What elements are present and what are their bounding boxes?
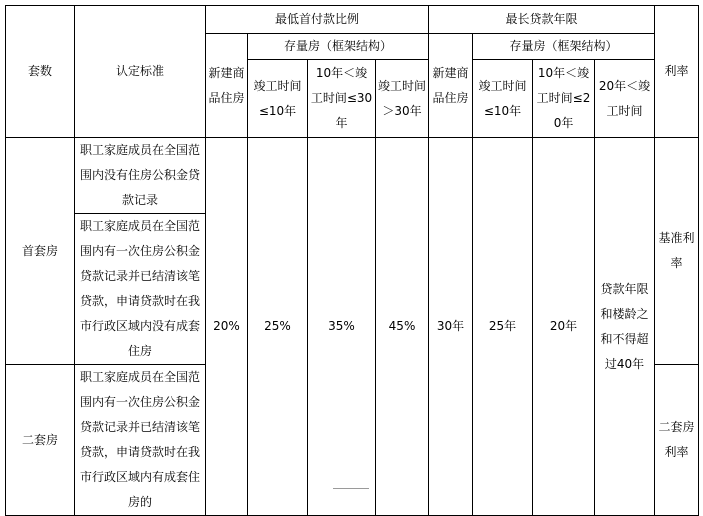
tier-second-home: 二套房 xyxy=(6,365,75,516)
header-max-term: 最长贷款年限 xyxy=(429,6,655,34)
criteria-second-home: 职工家庭成员在全国范围内有一次住房公积金贷款记录并已结清该笔贷款，申请贷款时在我市行政区域内有成套住房的 xyxy=(75,365,206,516)
page-cut-mark xyxy=(333,488,369,494)
term-age-le-10-value: 25年 xyxy=(473,138,533,516)
header-term-age-gt-20: 20年＜竣工时间 xyxy=(595,60,655,138)
rate-second-home: 二套房利率 xyxy=(655,365,699,516)
header-down-new-home: 新建商品住房 xyxy=(206,34,248,138)
header-min-down-payment: 最低首付款比例 xyxy=(206,6,429,34)
criteria-first-home-no-record: 职工家庭成员在全国范围内没有住房公积金贷款记录 xyxy=(75,138,206,214)
term-new-home-value: 30年 xyxy=(429,138,473,516)
housing-loan-table xyxy=(5,5,699,516)
header-down-age-le-10: 竣工时间≤10年 xyxy=(248,60,308,138)
header-term-new-home: 新建商品住房 xyxy=(429,34,473,138)
header-term-existing-home: 存量房（框架结构） xyxy=(473,34,655,60)
down-age-gt-30-value: 45% xyxy=(376,138,429,516)
tier-first-home: 首套房 xyxy=(6,138,75,365)
header-criteria: 认定标准 xyxy=(75,6,206,138)
down-new-home-value: 20% xyxy=(206,138,248,516)
rate-first-home: 基准利率 xyxy=(655,138,699,365)
header-tier: 套数 xyxy=(6,6,75,138)
criteria-first-home-settled-no-home: 职工家庭成员在全国范围内有一次住房公积金贷款记录并已结清该笔贷款，申请贷款时在我市行政区域内没有成套住房 xyxy=(75,214,206,365)
header-down-age-10-30: 10年＜竣工时间≤30年 xyxy=(308,60,376,138)
header-term-age-10-20: 10年＜竣工时间≤20年 xyxy=(533,60,595,138)
header-down-age-gt-30: 竣工时间＞30年 xyxy=(376,60,429,138)
term-age-gt-20-value: 贷款年限和楼龄之和不得超过40年 xyxy=(595,138,655,516)
header-interest-rate: 利率 xyxy=(655,6,699,138)
header-term-age-le-10: 竣工时间≤10年 xyxy=(473,60,533,138)
down-age-le-10-value: 25% xyxy=(248,138,308,516)
term-age-10-20-value: 20年 xyxy=(533,138,595,516)
header-down-existing-home: 存量房（框架结构） xyxy=(248,34,429,60)
down-age-10-30-value: 35% xyxy=(308,138,376,516)
